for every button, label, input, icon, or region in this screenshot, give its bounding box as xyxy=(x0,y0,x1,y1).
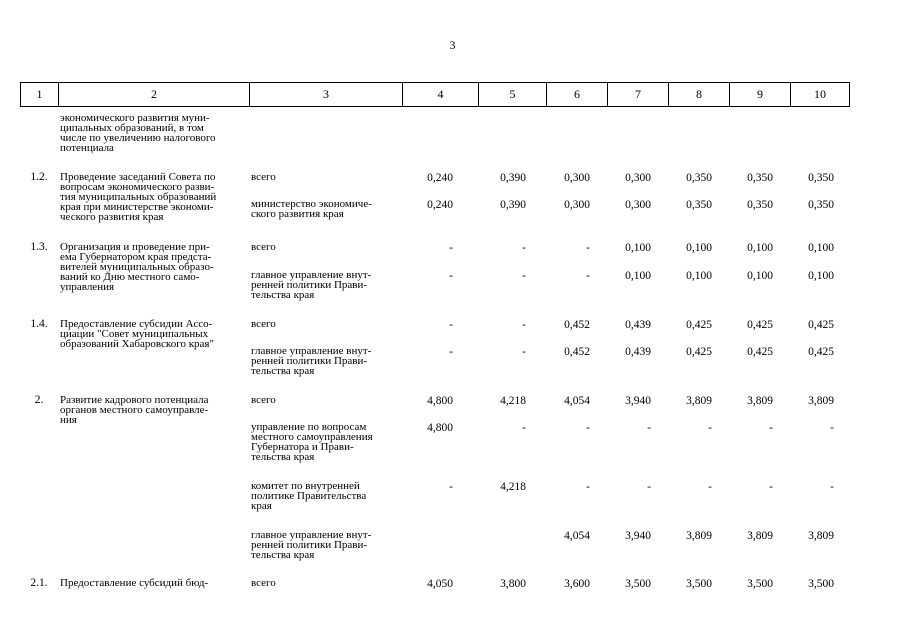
value-cell: 4,218 xyxy=(500,481,526,493)
value-cell: 4,218 xyxy=(500,395,526,407)
text-line: всего xyxy=(251,241,276,253)
value-cell: 3,809 xyxy=(747,395,773,407)
text-line: органов местного самоуправле- xyxy=(60,404,209,416)
value-cell: 3,600 xyxy=(564,578,590,590)
value-cell: 0,300 xyxy=(625,199,651,211)
value-cell: 3,500 xyxy=(686,578,712,590)
value-cell: 0,350 xyxy=(808,172,834,184)
value-cell: 0,100 xyxy=(686,242,712,254)
value-cell: 0,390 xyxy=(500,172,526,184)
value-cell: - xyxy=(586,481,590,493)
value-cell: 3,500 xyxy=(808,578,834,590)
value-cell: 0,425 xyxy=(747,319,773,331)
page-number: 3 xyxy=(449,38,456,52)
value-cell: 3,800 xyxy=(500,578,526,590)
value-cell: - xyxy=(708,422,712,434)
value-cell: 3,809 xyxy=(686,530,712,542)
text-line: образований Хабаровского края" xyxy=(60,338,214,350)
sub-row-label xyxy=(251,172,399,182)
value-cell: 0,100 xyxy=(625,242,651,254)
value-cell: - xyxy=(522,242,526,254)
sub-row-label xyxy=(251,199,399,219)
value-cell: 0,240 xyxy=(427,172,453,184)
value-cell: 3,809 xyxy=(747,530,773,542)
text-line: тельства края xyxy=(251,451,315,463)
text-line: ренней политики Прави- xyxy=(251,355,368,367)
value-cell: - xyxy=(449,346,453,358)
text-line: вопросам экономического разви- xyxy=(60,181,215,193)
value-cell: 3,809 xyxy=(808,395,834,407)
value-cell: - xyxy=(708,481,712,493)
value-cell: 3,940 xyxy=(625,395,651,407)
value-cell: 0,100 xyxy=(686,270,712,282)
text-line: Проведение заседаний Совета по xyxy=(60,171,216,183)
value-cell: - xyxy=(647,422,651,434)
value-cell: 0,350 xyxy=(686,199,712,211)
text-line: тельства края xyxy=(251,289,315,301)
text-line: главное управление внут- xyxy=(251,345,372,357)
sub-row-label xyxy=(251,242,399,252)
value-cell: 4,800 xyxy=(427,422,453,434)
row-number: 2. xyxy=(34,394,44,406)
text-line: ния xyxy=(60,414,77,426)
text-line: Развитие кадрового потенциала xyxy=(60,394,209,406)
text-line: тельства края xyxy=(251,549,315,561)
value-cell: 0,350 xyxy=(808,199,834,211)
text-line: министерство экономиче- xyxy=(251,198,372,210)
text-line: экономического развития муни- xyxy=(60,112,210,124)
continuation-name xyxy=(60,113,246,153)
value-cell: 0,390 xyxy=(500,199,526,211)
value-cell: 0,350 xyxy=(747,172,773,184)
value-cell: 0,425 xyxy=(686,319,712,331)
value-cell: - xyxy=(522,319,526,331)
text-line: ваний ко Дню местного само- xyxy=(60,271,200,283)
value-cell: 0,100 xyxy=(808,270,834,282)
value-cell: 0,100 xyxy=(747,270,773,282)
value-cell: 0,100 xyxy=(808,242,834,254)
value-cell: - xyxy=(522,422,526,434)
text-line: всего xyxy=(251,394,276,406)
header-col-9: 9 xyxy=(729,83,790,106)
sub-row-label xyxy=(251,530,399,560)
value-cell: 0,425 xyxy=(747,346,773,358)
row-number: 1.3. xyxy=(30,241,48,253)
table-header xyxy=(20,82,850,107)
header-col-6: 6 xyxy=(546,83,607,106)
value-cell: 0,425 xyxy=(808,346,834,358)
value-cell: 4,054 xyxy=(564,395,590,407)
value-cell: - xyxy=(586,270,590,282)
text-line: потенциала xyxy=(60,142,114,154)
value-cell: - xyxy=(586,422,590,434)
sub-row-label xyxy=(251,270,399,300)
value-cell: 0,240 xyxy=(427,199,453,211)
text-line: тия муниципальных образований xyxy=(60,191,217,203)
text-line: всего xyxy=(251,577,276,589)
text-line: вителей муниципальных образо- xyxy=(60,261,214,273)
text-line: ческого развития края xyxy=(60,211,164,223)
value-cell: - xyxy=(769,422,773,434)
value-cell: 0,100 xyxy=(747,242,773,254)
text-line: комитет по внутренней xyxy=(251,480,360,492)
value-cell: 0,452 xyxy=(564,346,590,358)
text-line: Предоставление субсидий бюд- xyxy=(60,577,209,589)
sub-row-label xyxy=(251,319,399,329)
row-name xyxy=(60,395,246,425)
row-name xyxy=(60,319,246,349)
text-line: всего xyxy=(251,318,276,330)
row-name xyxy=(60,242,246,292)
text-line: ского развития края xyxy=(251,208,344,220)
sub-row-label xyxy=(251,481,399,511)
value-cell: 0,300 xyxy=(625,172,651,184)
header-col-2: 2 xyxy=(58,83,249,106)
text-line: Предоставление субсидии Ассо- xyxy=(60,318,213,330)
value-cell: - xyxy=(830,422,834,434)
row-number: 1.2. xyxy=(30,171,48,183)
value-cell: - xyxy=(522,346,526,358)
sub-row-label xyxy=(251,422,399,462)
value-cell: - xyxy=(449,242,453,254)
text-line: тельства края xyxy=(251,365,315,377)
value-cell: 4,054 xyxy=(564,530,590,542)
header-col-3: 3 xyxy=(249,83,402,106)
text-line: главное управление внут- xyxy=(251,529,372,541)
value-cell: - xyxy=(449,481,453,493)
value-cell: 0,425 xyxy=(686,346,712,358)
value-cell: 0,100 xyxy=(625,270,651,282)
text-line: главное управление внут- xyxy=(251,269,372,281)
header-col-10: 10 xyxy=(790,83,849,106)
value-cell: 4,050 xyxy=(427,578,453,590)
row-number: 2.1. xyxy=(30,577,48,589)
value-cell: - xyxy=(449,270,453,282)
sub-row-label xyxy=(251,395,399,405)
value-cell: - xyxy=(830,481,834,493)
row-number: 1.4. xyxy=(30,318,48,330)
text-line: ципальных образований, в том xyxy=(60,122,204,134)
sub-row-label xyxy=(251,578,399,588)
text-line: ема Губернатором края предста- xyxy=(60,251,212,263)
header-col-7: 7 xyxy=(607,83,668,106)
text-line: края xyxy=(251,500,272,512)
text-line: ренней политики Прави- xyxy=(251,539,368,551)
text-line: края при министерстве экономи- xyxy=(60,201,214,213)
value-cell: 3,940 xyxy=(625,530,651,542)
text-line: ренней политики Прави- xyxy=(251,279,368,291)
value-cell: 0,350 xyxy=(747,199,773,211)
value-cell: - xyxy=(522,270,526,282)
value-cell: 3,809 xyxy=(686,395,712,407)
header-col-5: 5 xyxy=(478,83,546,106)
text-line: циации "Совет муниципальных xyxy=(60,328,209,340)
value-cell: 0,439 xyxy=(625,346,651,358)
value-cell: 0,425 xyxy=(808,319,834,331)
header-col-1: 1 xyxy=(36,87,43,101)
value-cell: 3,809 xyxy=(808,530,834,542)
sub-row-label xyxy=(251,346,399,376)
value-cell: 3,500 xyxy=(625,578,651,590)
value-cell: 0,452 xyxy=(564,319,590,331)
text-line: управления xyxy=(60,281,115,293)
value-cell: 4,800 xyxy=(427,395,453,407)
header-col-4: 4 xyxy=(402,83,478,106)
row-name xyxy=(60,578,246,588)
value-cell: 3,500 xyxy=(747,578,773,590)
text-line: управление по вопросам xyxy=(251,421,367,433)
row-name xyxy=(60,172,246,222)
text-line: политике Правительства xyxy=(251,490,367,502)
text-line: Губернатора и Прави- xyxy=(251,441,354,453)
value-cell: - xyxy=(769,481,773,493)
text-line: всего xyxy=(251,171,276,183)
value-cell: 0,350 xyxy=(686,172,712,184)
value-cell: - xyxy=(586,242,590,254)
value-cell: 0,300 xyxy=(564,199,590,211)
value-cell: - xyxy=(449,319,453,331)
text-line: местного самоуправления xyxy=(251,431,373,443)
value-cell: 0,439 xyxy=(625,319,651,331)
value-cell: 0,300 xyxy=(564,172,590,184)
value-cell: - xyxy=(647,481,651,493)
header-col-8: 8 xyxy=(668,83,729,106)
text-line: Организация и проведение при- xyxy=(60,241,210,253)
text-line: числе по увеличению налогового xyxy=(60,132,216,144)
